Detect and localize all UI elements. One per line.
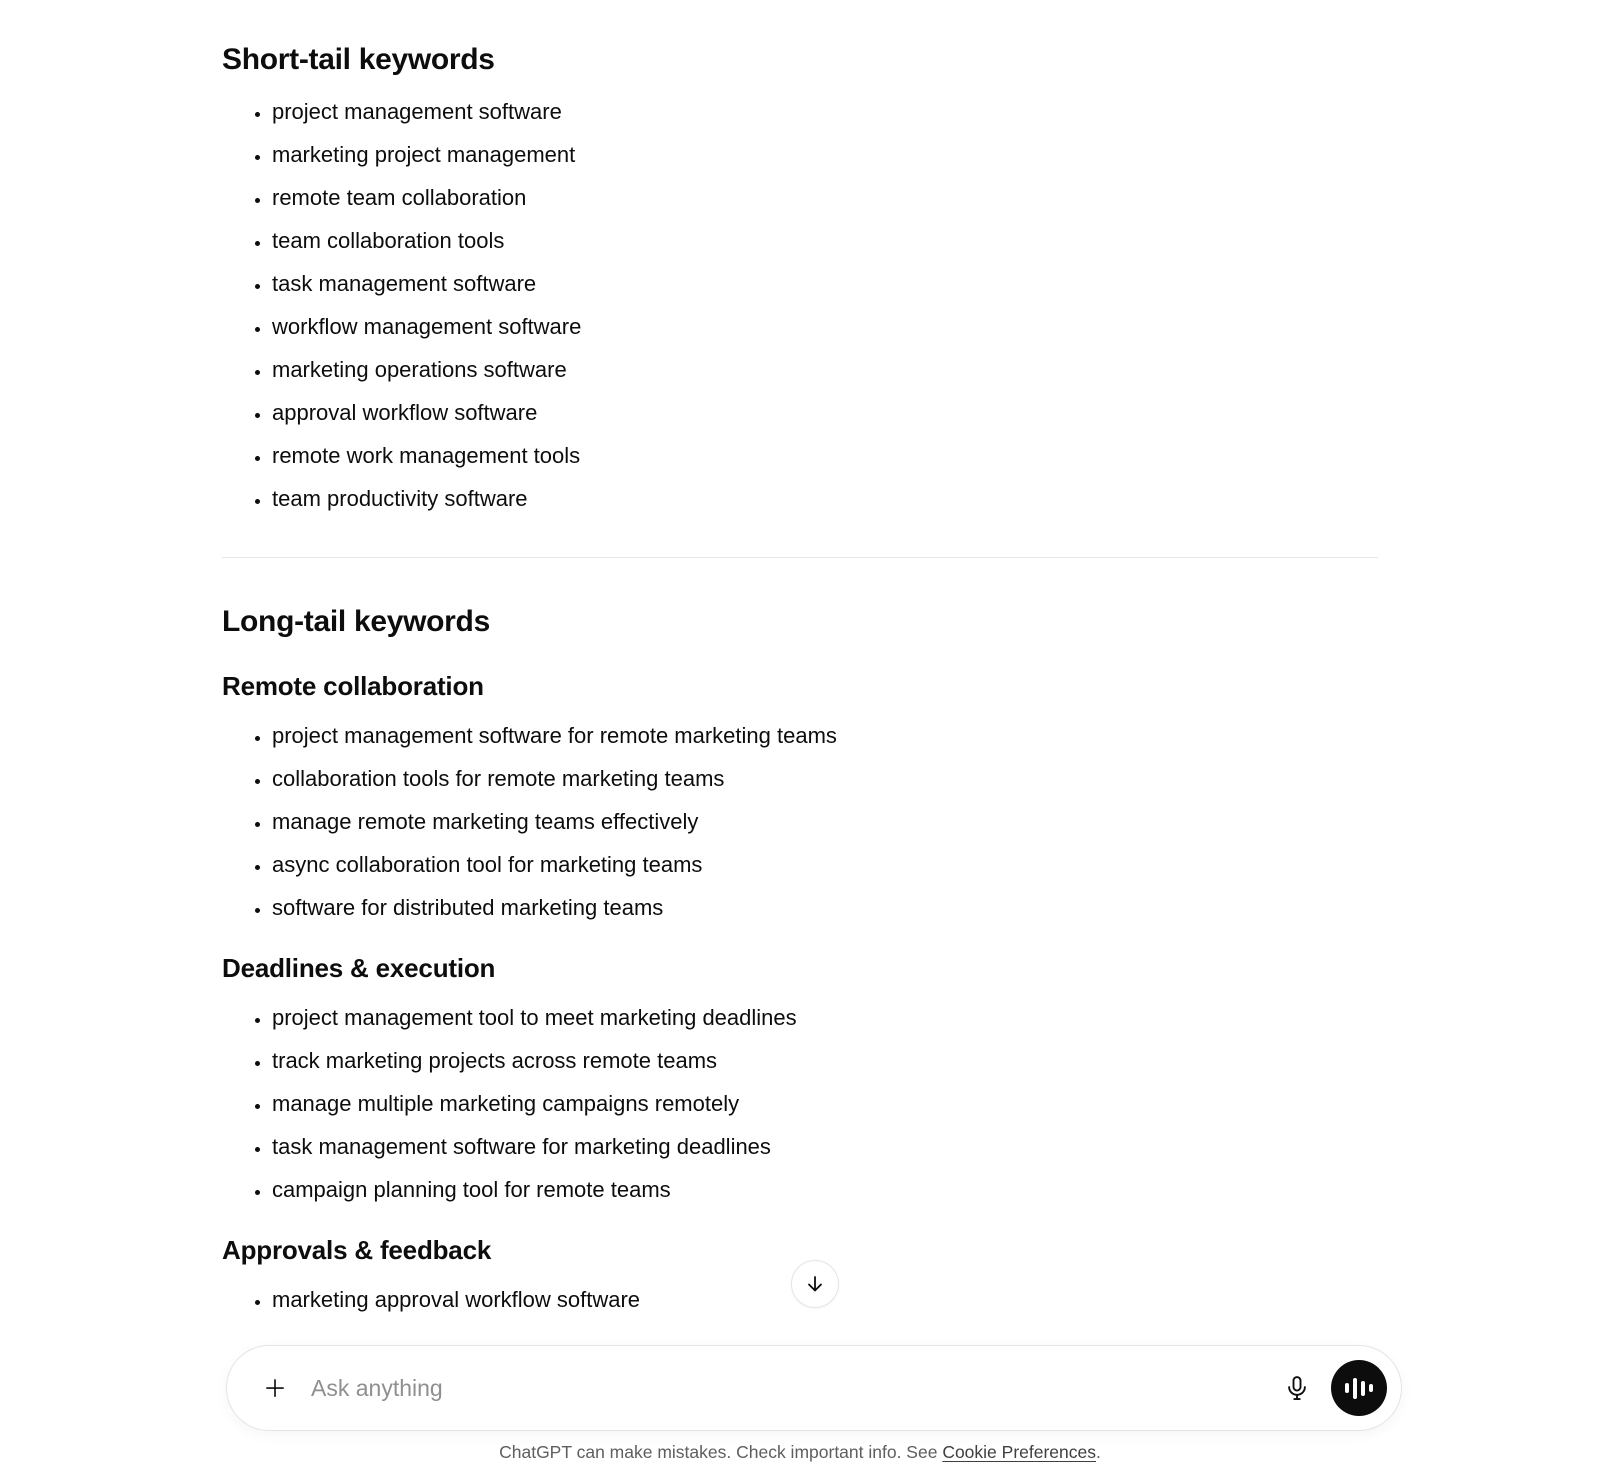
approvals-feedback-heading: Approvals & feedback xyxy=(222,1235,492,1265)
short-tail-keyword-list xyxy=(222,98,1378,513)
arrow-down-icon xyxy=(803,1272,827,1296)
keyword-item: • project management software for remote marketing teams xyxy=(272,722,1378,750)
attach-button[interactable] xyxy=(253,1366,297,1410)
message-composer xyxy=(226,1345,1402,1431)
cookie-preferences-link[interactable]: Cookie Preferences xyxy=(942,1442,1097,1462)
keyword-item: • async collaboration tool for marketing teams xyxy=(272,851,1378,879)
keyword-item: • campaign planning tool for remote teams xyxy=(272,1176,1378,1204)
remote-collaboration-keyword-list xyxy=(222,722,1378,922)
plus-icon xyxy=(262,1375,288,1401)
section-divider xyxy=(222,557,1378,558)
disclaimer-text: ChatGPT can make mistakes. Check important info. See xyxy=(499,1442,943,1462)
keyword-item: • task management software for marketing deadlines xyxy=(272,1133,1378,1161)
keyword-item: • track marketing projects across remote teams xyxy=(272,1047,1378,1075)
ask-anything-input[interactable] xyxy=(311,1375,1275,1402)
voice-wave-icon xyxy=(1345,1378,1373,1399)
keyword-item: • task management software xyxy=(272,270,1378,298)
keyword-item: • marketing project management xyxy=(272,141,1378,169)
keyword-item: • marketing approval workflow software xyxy=(272,1286,1378,1314)
keyword-item: • manage remote marketing teams effectively xyxy=(272,808,1378,836)
keyword-item: • remote team collaboration xyxy=(272,184,1378,212)
keyword-item: • project management tool to meet marketing deadlines xyxy=(272,1004,1378,1032)
keyword-item: • approval workflow software xyxy=(272,399,1378,427)
assistant-message xyxy=(222,0,1378,1329)
dictate-button[interactable] xyxy=(1275,1366,1319,1410)
disclaimer-period: . xyxy=(1096,1442,1101,1462)
keyword-item: • team collaboration tools xyxy=(272,227,1378,255)
keyword-item: • collaboration tools for remote marketing teams xyxy=(272,765,1378,793)
keyword-item: • workflow management software xyxy=(272,313,1378,341)
deadlines-execution-heading: Deadlines & execution xyxy=(222,953,496,983)
scroll-to-bottom-button[interactable] xyxy=(791,1260,839,1308)
microphone-icon xyxy=(1282,1373,1312,1403)
voice-mode-button[interactable] xyxy=(1331,1360,1387,1416)
remote-collaboration-heading: Remote collaboration xyxy=(222,671,484,701)
keyword-item: • marketing operations software xyxy=(272,356,1378,384)
keyword-item: • project management software xyxy=(272,98,1378,126)
long-tail-heading: Long-tail keywords xyxy=(222,605,490,638)
keyword-item: • team productivity software xyxy=(272,485,1378,513)
short-tail-heading: Short-tail keywords xyxy=(222,43,495,76)
keyword-item: • manage multiple marketing campaigns remotely xyxy=(272,1090,1378,1118)
keyword-item: • software for distributed marketing teams xyxy=(272,894,1378,922)
keyword-item: • remote work management tools xyxy=(272,442,1378,470)
deadlines-execution-keyword-list xyxy=(222,1004,1378,1204)
disclaimer-footer xyxy=(0,1442,1600,1463)
